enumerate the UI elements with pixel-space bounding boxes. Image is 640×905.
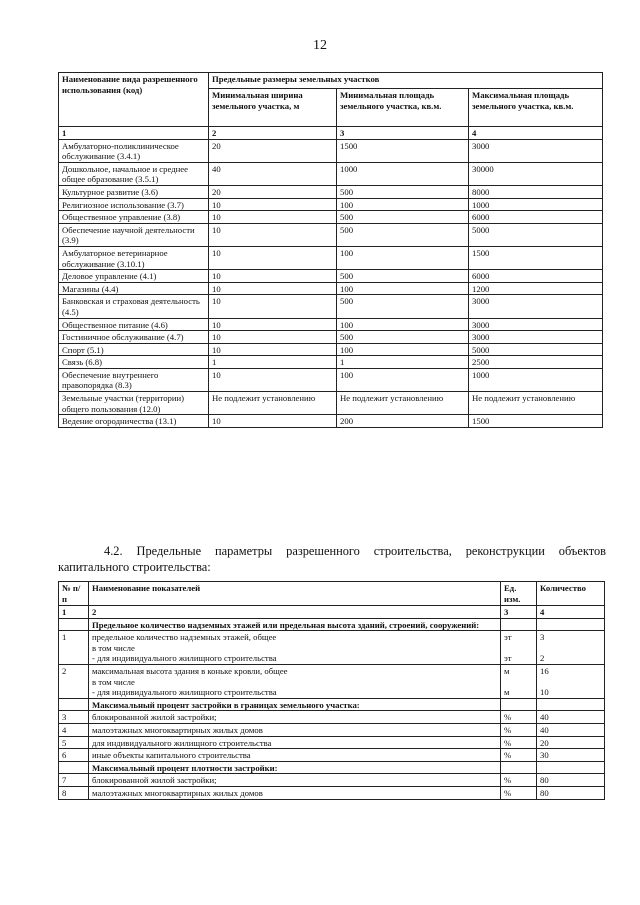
row-number: 4 bbox=[59, 723, 89, 736]
min-area-cell: 100 bbox=[337, 343, 469, 356]
max-area-cell: 6000 bbox=[469, 211, 603, 224]
use-type-cell: Земельные участки (территории) общего пользования (12.0) bbox=[59, 392, 209, 415]
max-area-cell: 6000 bbox=[469, 270, 603, 283]
section-heading: Максимальный процент плотности застройки: bbox=[89, 761, 501, 774]
max-area-cell: 1000 bbox=[469, 198, 603, 211]
use-type-cell: Банковская и страховая деятельность (4.5) bbox=[59, 295, 209, 318]
use-type-cell: Общественное питание (4.6) bbox=[59, 318, 209, 331]
page-number: 12 bbox=[313, 38, 327, 53]
row-number: 7 bbox=[59, 774, 89, 787]
use-type-cell: Общественное управление (3.8) bbox=[59, 211, 209, 224]
max-area-cell: 3000 bbox=[469, 295, 603, 318]
min-width-cell: 10 bbox=[209, 270, 337, 283]
use-type-cell: Религиозное использование (3.7) bbox=[59, 198, 209, 211]
row-qty: 30 bbox=[537, 749, 605, 762]
row-number: 5 bbox=[59, 736, 89, 749]
header-name: Наименование показателей bbox=[89, 582, 501, 606]
min-area-cell: 1000 bbox=[337, 162, 469, 185]
use-type-cell: Магазины (4.4) bbox=[59, 282, 209, 295]
min-width-cell: 10 bbox=[209, 318, 337, 331]
row-qty: 80 bbox=[537, 786, 605, 799]
row-qty: 40 bbox=[537, 723, 605, 736]
section-heading: Предельное количество надземных этажей или предельная высота зданий, строений, сооружений: bbox=[89, 618, 501, 631]
min-width-cell: 10 bbox=[209, 211, 337, 224]
max-area-cell: Не подлежит установлению bbox=[469, 392, 603, 415]
header-qty: Количество bbox=[537, 582, 605, 606]
table-row bbox=[59, 270, 603, 283]
use-type-cell: Спорт (5.1) bbox=[59, 343, 209, 356]
min-width-cell: 10 bbox=[209, 246, 337, 269]
row-unit: м м bbox=[501, 664, 537, 698]
table-row bbox=[59, 223, 603, 246]
section-row bbox=[59, 618, 605, 631]
min-width-cell: 40 bbox=[209, 162, 337, 185]
row-unit: % bbox=[501, 786, 537, 799]
table-row bbox=[59, 356, 603, 369]
table-row bbox=[59, 185, 603, 198]
col-number: 1 bbox=[59, 127, 209, 140]
min-width-cell: 10 bbox=[209, 415, 337, 428]
min-area-cell: 100 bbox=[337, 368, 469, 391]
min-area-cell: 200 bbox=[337, 415, 469, 428]
row-number: 3 bbox=[59, 711, 89, 724]
row-number: 6 bbox=[59, 749, 89, 762]
table-row bbox=[59, 295, 603, 318]
use-type-cell: Дошкольное, начальное и среднее общее образование (3.5.1) bbox=[59, 162, 209, 185]
table-row bbox=[59, 786, 605, 799]
col-number: 4 bbox=[469, 127, 603, 140]
construction-parameters-table bbox=[58, 581, 605, 800]
min-width-cell: 10 bbox=[209, 331, 337, 344]
min-area-cell: 500 bbox=[337, 223, 469, 246]
min-area-cell: 500 bbox=[337, 270, 469, 283]
table-row bbox=[59, 162, 603, 185]
use-type-cell: Деловое управление (4.1) bbox=[59, 270, 209, 283]
max-area-cell: 3000 bbox=[469, 318, 603, 331]
min-area-cell: 100 bbox=[337, 282, 469, 295]
table-row bbox=[59, 343, 603, 356]
min-area-cell: 500 bbox=[337, 331, 469, 344]
min-width-cell: Не подлежит установлению bbox=[209, 392, 337, 415]
table-row bbox=[59, 631, 605, 665]
column-numbers-row bbox=[59, 606, 605, 619]
table-row bbox=[59, 139, 603, 162]
table-body bbox=[59, 139, 603, 427]
use-type-cell: Гостиничное обслуживание (4.7) bbox=[59, 331, 209, 344]
row-name: максимальная высота здания в коньке кровли, общее в том числе - для индивидуального жилищного строительства bbox=[89, 664, 501, 698]
table-row bbox=[59, 318, 603, 331]
min-width-cell: 10 bbox=[209, 343, 337, 356]
col-number: 1 bbox=[59, 606, 89, 619]
table-row bbox=[59, 211, 603, 224]
header-max-area: Максимальная площадь земельного участка, кв.м. bbox=[469, 89, 603, 127]
min-width-cell: 20 bbox=[209, 139, 337, 162]
section-heading: Максимальный процент застройки в границах земельного участка: bbox=[89, 698, 501, 711]
table-row bbox=[59, 246, 603, 269]
row-name: для индивидуального жилищного строительства bbox=[89, 736, 501, 749]
column-numbers-row bbox=[59, 127, 603, 140]
row-unit: % bbox=[501, 774, 537, 787]
table-body bbox=[59, 711, 605, 761]
row-unit: % bbox=[501, 711, 537, 724]
table-row bbox=[59, 774, 605, 787]
max-area-cell: 1500 bbox=[469, 246, 603, 269]
table-row bbox=[59, 749, 605, 762]
header-no: № п/п bbox=[59, 582, 89, 606]
row-qty: 3 2 bbox=[537, 631, 605, 665]
max-area-cell: 8000 bbox=[469, 185, 603, 198]
table-row bbox=[59, 723, 605, 736]
table-row bbox=[59, 331, 603, 344]
min-area-cell: 1 bbox=[337, 356, 469, 369]
min-width-cell: 10 bbox=[209, 282, 337, 295]
row-name: предельное количество надземных этажей, общее в том числе - для индивидуального жилищного строительства bbox=[89, 631, 501, 665]
use-type-cell: Амбулаторно-поликлиническое обслуживание (3.4.1) bbox=[59, 139, 209, 162]
table-header-row bbox=[59, 73, 603, 89]
max-area-cell: 5000 bbox=[469, 223, 603, 246]
max-area-cell: 1500 bbox=[469, 415, 603, 428]
paragraph-line-2: капитального строительства: bbox=[58, 560, 211, 574]
min-area-cell: 500 bbox=[337, 185, 469, 198]
min-width-cell: 10 bbox=[209, 198, 337, 211]
table-row bbox=[59, 368, 603, 391]
row-unit: эт эт bbox=[501, 631, 537, 665]
row-name: блокированной жилой застройки; bbox=[89, 711, 501, 724]
header-name: Наименование вида разрешенного использования (код) bbox=[59, 73, 209, 127]
min-area-cell: 500 bbox=[337, 211, 469, 224]
paragraph-line-1: 4.2. Предельные параметры разрешенного строительства, реконструкции объектов bbox=[104, 544, 606, 558]
table-row bbox=[59, 198, 603, 211]
min-area-cell: 1500 bbox=[337, 139, 469, 162]
use-type-cell: Обеспечение внутреннего правопорядка (8.3) bbox=[59, 368, 209, 391]
table-row bbox=[59, 711, 605, 724]
min-width-cell: 10 bbox=[209, 368, 337, 391]
min-area-cell: 100 bbox=[337, 198, 469, 211]
section-row bbox=[59, 698, 605, 711]
row-qty: 40 bbox=[537, 711, 605, 724]
use-type-cell: Амбулаторное ветеринарное обслуживание (3.10.1) bbox=[59, 246, 209, 269]
col-number: 4 bbox=[537, 606, 605, 619]
use-type-cell: Связь (6.8) bbox=[59, 356, 209, 369]
min-area-cell: 500 bbox=[337, 295, 469, 318]
section-row bbox=[59, 761, 605, 774]
use-type-cell: Ведение огородничества (13.1) bbox=[59, 415, 209, 428]
table-body bbox=[59, 774, 605, 799]
header-unit: Ед. изм. bbox=[501, 582, 537, 606]
min-area-cell: 100 bbox=[337, 318, 469, 331]
section-4-2-paragraph bbox=[58, 543, 606, 575]
table-row bbox=[59, 736, 605, 749]
col-number: 2 bbox=[209, 127, 337, 140]
row-unit: % bbox=[501, 749, 537, 762]
min-area-cell: 100 bbox=[337, 246, 469, 269]
row-number: 2 bbox=[59, 664, 89, 698]
row-qty: 20 bbox=[537, 736, 605, 749]
max-area-cell: 3000 bbox=[469, 139, 603, 162]
max-area-cell: 30000 bbox=[469, 162, 603, 185]
max-area-cell: 3000 bbox=[469, 331, 603, 344]
header-min-width: Минимальная ширина земельного участка, м bbox=[209, 89, 337, 127]
col-number: 2 bbox=[89, 606, 501, 619]
table-row bbox=[59, 282, 603, 295]
min-width-cell: 20 bbox=[209, 185, 337, 198]
max-area-cell: 1000 bbox=[469, 368, 603, 391]
row-unit: % bbox=[501, 736, 537, 749]
table-row bbox=[59, 392, 603, 415]
row-number: 8 bbox=[59, 786, 89, 799]
row-qty: 16 10 bbox=[537, 664, 605, 698]
row-name: малоэтажных многоквартирных жилых домов bbox=[89, 786, 501, 799]
row-unit: % bbox=[501, 723, 537, 736]
max-area-cell: 1200 bbox=[469, 282, 603, 295]
min-area-cell: Не подлежит установлению bbox=[337, 392, 469, 415]
max-area-cell: 2500 bbox=[469, 356, 603, 369]
use-type-cell: Обеспечение научной деятельности (3.9) bbox=[59, 223, 209, 246]
max-area-cell: 5000 bbox=[469, 343, 603, 356]
header-min-area: Минимальная площадь земельного участка, кв.м. bbox=[337, 89, 469, 127]
row-qty: 80 bbox=[537, 774, 605, 787]
row-number: 1 bbox=[59, 631, 89, 665]
min-width-cell: 10 bbox=[209, 295, 337, 318]
header-group: Предельные размеры земельных участков bbox=[209, 73, 603, 89]
table-header-row bbox=[59, 582, 605, 606]
min-width-cell: 1 bbox=[209, 356, 337, 369]
table-row bbox=[59, 415, 603, 428]
land-plot-size-table bbox=[58, 72, 603, 428]
col-number: 3 bbox=[337, 127, 469, 140]
use-type-cell: Культурное развитие (3.6) bbox=[59, 185, 209, 198]
row-name: малоэтажных многоквартирных жилых домов bbox=[89, 723, 501, 736]
col-number: 3 bbox=[501, 606, 537, 619]
min-width-cell: 10 bbox=[209, 223, 337, 246]
row-name: иные объекты капитального строительства bbox=[89, 749, 501, 762]
table-row bbox=[59, 664, 605, 698]
row-name: блокированной жилой застройки; bbox=[89, 774, 501, 787]
